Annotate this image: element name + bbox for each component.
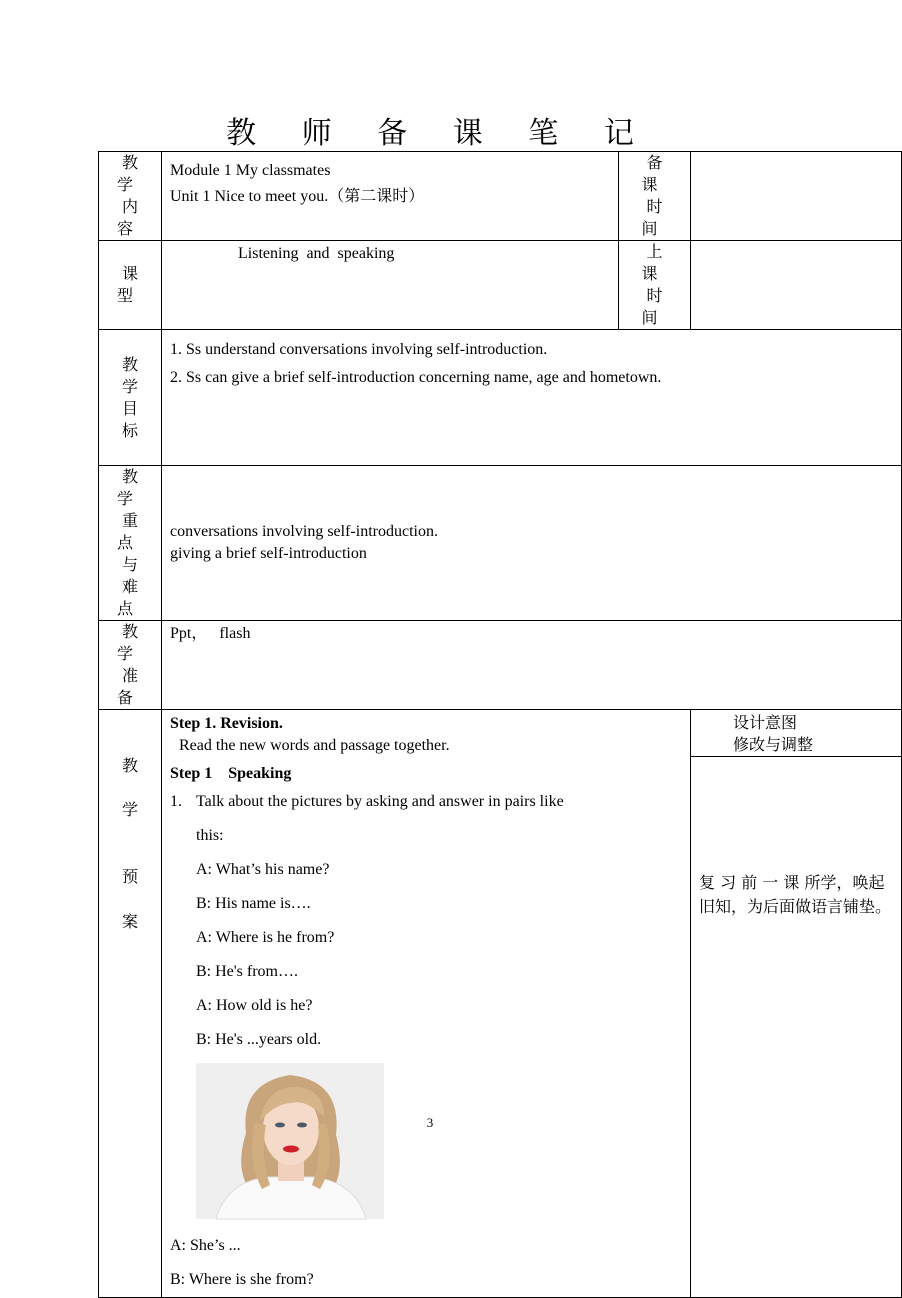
content-label: 教 学 内 容 — [99, 152, 162, 241]
prep-value: Ppt， flash — [162, 621, 902, 710]
step-speaking-title: Step 1 Speaking — [170, 765, 292, 782]
page-number: 3 — [426, 1115, 434, 1130]
dialogue-line: B: His name is…. — [196, 895, 311, 912]
class-time-label: 上 课 时 间 — [619, 241, 691, 330]
task-text: Talk about the pictures by asking and answer in pairs like — [196, 793, 564, 810]
side-note-cell — [691, 757, 902, 1298]
side-header-intent: 设计意图 — [733, 713, 798, 732]
goals-label: 教 学 目 标 — [99, 330, 162, 466]
step-revision-title: Step 1. Revision. — [170, 715, 283, 732]
goal-item: 1. Ss understand conversations involving self-introduction. — [170, 341, 548, 358]
focus-label: 教 学 重 点 与 难 点 — [99, 466, 162, 621]
side-note: 复 习 前 一 课 所学，唤起旧知，为后面做语言铺垫。 — [699, 873, 892, 916]
portrait-photo — [196, 1063, 384, 1219]
plan-label: 教 学 预 案 — [99, 710, 162, 1298]
prep-time-label: 备 课 时 间 — [619, 152, 691, 241]
focus-item: conversations involving self-introduction. — [170, 523, 438, 540]
focus-item: giving a brief self-introduction — [170, 545, 367, 562]
type-value: Listening and speaking — [162, 241, 619, 330]
dialogue-line: B: He's ...years old. — [196, 1031, 322, 1048]
side-header — [691, 710, 902, 757]
module-title: Module 1 My classmates — [170, 162, 331, 179]
type-label: 课 型 — [99, 241, 162, 330]
step-revision-text: Read the new words and passage together. — [179, 737, 450, 754]
dialogue-line: B: He's from…. — [196, 963, 298, 980]
content-value — [162, 152, 619, 241]
portrait-illustration — [196, 1063, 384, 1219]
goals-value — [162, 330, 902, 466]
task-text-cont: this: — [196, 827, 224, 844]
prep-label: 教 学 准 备 — [99, 621, 162, 710]
dialogue-line: A: Where is he from? — [196, 929, 335, 946]
dialogue-line: A: What’s his name? — [196, 861, 330, 878]
class-time-value — [691, 241, 902, 330]
dialogue-line: B: Where is she from? — [170, 1271, 314, 1288]
page-title: 教 师 备 课 笔 记 — [226, 116, 652, 151]
plan-body — [162, 710, 691, 1298]
prep-time-value — [691, 152, 902, 241]
side-header-adjust: 修改与调整 — [733, 735, 814, 754]
task-number: 1. — [170, 793, 182, 810]
dialogue-line: A: How old is he? — [196, 997, 313, 1014]
unit-title: Unit 1 Nice to meet you.（第二课时） — [170, 188, 425, 205]
dialogue-line: A: She’s ... — [170, 1237, 241, 1254]
focus-value — [162, 466, 902, 621]
task-line — [170, 785, 682, 819]
goal-item: 2. Ss can give a brief self-introduction concerning name, age and hometown. — [170, 369, 662, 386]
